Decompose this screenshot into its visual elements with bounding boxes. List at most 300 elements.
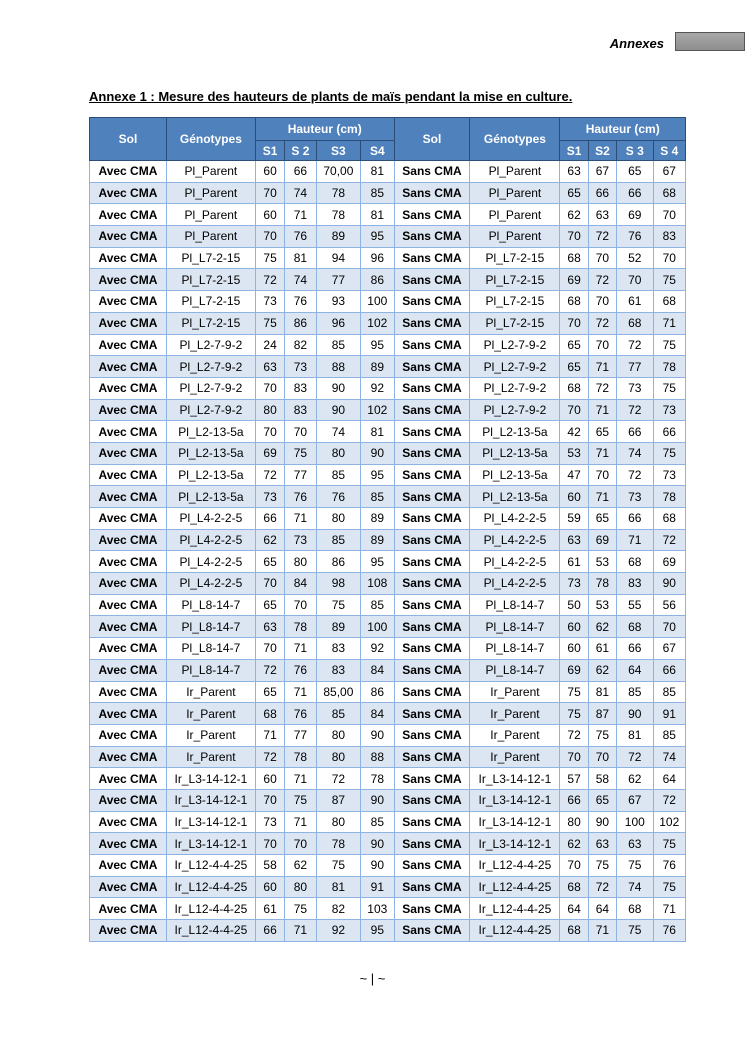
cell-genotype-left: Pl_L2-13-5a: [166, 442, 255, 464]
cell-s1-left: 70: [255, 573, 284, 595]
cell-s3-left: 75: [316, 594, 361, 616]
cell-s3-left: 86: [316, 551, 361, 573]
cell-s3-right: 52: [617, 247, 653, 269]
cell-s4-left: 90: [361, 789, 394, 811]
cell-sol-left: Avec CMA: [90, 616, 167, 638]
cell-sol-right: Sans CMA: [394, 508, 470, 530]
cell-s4-right: 70: [653, 247, 685, 269]
cell-s1-left: 75: [255, 247, 284, 269]
cell-genotype-left: Ir_Parent: [166, 703, 255, 725]
table-row: [90, 464, 686, 486]
cell-s3-right: 72: [617, 334, 653, 356]
cell-s2-left: 76: [285, 486, 316, 508]
cell-s2-right: 64: [588, 898, 616, 920]
cell-s4-left: 92: [361, 377, 394, 399]
cell-genotype-right: Pl_L8-14-7: [470, 616, 560, 638]
cell-sol-right: Sans CMA: [394, 855, 470, 877]
cell-s1-left: 69: [255, 442, 284, 464]
cell-genotype-left: Ir_L3-14-12-1: [166, 789, 255, 811]
table-row: [90, 724, 686, 746]
cell-s3-left: 77: [316, 269, 361, 291]
table-header: [90, 118, 686, 161]
cell-s4-right: 68: [653, 291, 685, 313]
cell-genotype-left: Pl_L2-7-9-2: [166, 377, 255, 399]
cell-s3-left: 94: [316, 247, 361, 269]
cell-genotype-right: Pl_L8-14-7: [470, 638, 560, 660]
cell-s2-right: 72: [588, 226, 616, 248]
cell-s3-right: 66: [617, 508, 653, 530]
cell-genotype-right: Ir_L3-14-12-1: [470, 811, 560, 833]
cell-s3-left: 85,00: [316, 681, 361, 703]
cell-genotype-right: Pl_L2-7-9-2: [470, 399, 560, 421]
cell-sol-left: Avec CMA: [90, 811, 167, 833]
cell-s2-left: 73: [285, 356, 316, 378]
table-row: [90, 161, 686, 183]
cell-genotype-left: Pl_Parent: [166, 182, 255, 204]
cell-sol-left: Avec CMA: [90, 377, 167, 399]
cell-s3-right: 73: [617, 486, 653, 508]
cell-s3-left: 96: [316, 312, 361, 334]
cell-s2-left: 62: [285, 855, 316, 877]
cell-sol-right: Sans CMA: [394, 789, 470, 811]
table-row: [90, 226, 686, 248]
cell-s2-right: 67: [588, 161, 616, 183]
cell-s3-right: 72: [617, 464, 653, 486]
cell-s4-left: 92: [361, 638, 394, 660]
cell-s2-left: 73: [285, 529, 316, 551]
cell-s1-left: 65: [255, 551, 284, 573]
cell-genotype-right: Pl_Parent: [470, 204, 560, 226]
cell-s3-right: 85: [617, 681, 653, 703]
table-row: [90, 876, 686, 898]
cell-s3-right: 69: [617, 204, 653, 226]
header-title: Annexes: [609, 36, 664, 51]
cell-s3-left: 76: [316, 486, 361, 508]
table-row: [90, 377, 686, 399]
cell-s3-right: 83: [617, 573, 653, 595]
table-row: [90, 269, 686, 291]
cell-s1-right: 70: [560, 855, 588, 877]
table-row: [90, 551, 686, 573]
table-body: [90, 161, 686, 942]
cell-sol-left: Avec CMA: [90, 833, 167, 855]
cell-sol-left: Avec CMA: [90, 204, 167, 226]
table-row: [90, 746, 686, 768]
cell-s1-right: 50: [560, 594, 588, 616]
cell-s4-left: 78: [361, 768, 394, 790]
cell-s4-left: 81: [361, 161, 394, 183]
cell-s4-left: 90: [361, 833, 394, 855]
cell-sol-left: Avec CMA: [90, 269, 167, 291]
cell-genotype-left: Pl_L2-7-9-2: [166, 356, 255, 378]
cell-s1-right: 61: [560, 551, 588, 573]
cell-sol-left: Avec CMA: [90, 898, 167, 920]
cell-s3-left: 80: [316, 724, 361, 746]
cell-sol-right: Sans CMA: [394, 291, 470, 313]
cell-s1-right: 65: [560, 334, 588, 356]
cell-s2-left: 78: [285, 616, 316, 638]
table-row: [90, 486, 686, 508]
cell-genotype-right: Pl_L2-7-9-2: [470, 334, 560, 356]
table-row: [90, 681, 686, 703]
cell-s1-right: 70: [560, 746, 588, 768]
table-row: [90, 334, 686, 356]
header-s4-right: S 4: [653, 141, 685, 161]
cell-genotype-right: Pl_Parent: [470, 226, 560, 248]
cell-s4-left: 81: [361, 421, 394, 443]
cell-s3-left: 93: [316, 291, 361, 313]
cell-genotype-left: Ir_Parent: [166, 746, 255, 768]
cell-s4-right: 66: [653, 659, 685, 681]
cell-s1-left: 60: [255, 876, 284, 898]
cell-sol-right: Sans CMA: [394, 182, 470, 204]
cell-s1-left: 70: [255, 226, 284, 248]
cell-s2-right: 62: [588, 616, 616, 638]
cell-s2-right: 53: [588, 551, 616, 573]
cell-genotype-right: Pl_L2-13-5a: [470, 442, 560, 464]
table-row: [90, 508, 686, 530]
cell-s3-right: 76: [617, 226, 653, 248]
cell-s2-left: 71: [285, 920, 316, 942]
cell-s1-left: 72: [255, 464, 284, 486]
cell-s4-right: 72: [653, 789, 685, 811]
cell-s3-left: 72: [316, 768, 361, 790]
cell-s1-right: 59: [560, 508, 588, 530]
cell-sol-right: Sans CMA: [394, 529, 470, 551]
cell-sol-left: Avec CMA: [90, 789, 167, 811]
cell-genotype-right: Pl_Parent: [470, 182, 560, 204]
cell-s3-left: 98: [316, 573, 361, 595]
cell-s1-left: 73: [255, 811, 284, 833]
table-row: [90, 616, 686, 638]
cell-s4-right: 75: [653, 876, 685, 898]
cell-s3-right: 70: [617, 269, 653, 291]
cell-s4-right: 67: [653, 161, 685, 183]
cell-s1-left: 70: [255, 377, 284, 399]
cell-sol-left: Avec CMA: [90, 291, 167, 313]
cell-s2-right: 75: [588, 724, 616, 746]
cell-s2-right: 70: [588, 334, 616, 356]
cell-sol-right: Sans CMA: [394, 464, 470, 486]
cell-s1-right: 57: [560, 768, 588, 790]
cell-sol-left: Avec CMA: [90, 703, 167, 725]
cell-sol-left: Avec CMA: [90, 486, 167, 508]
cell-s3-right: 68: [617, 616, 653, 638]
cell-s1-right: 75: [560, 703, 588, 725]
cell-s1-right: 60: [560, 638, 588, 660]
cell-s1-right: 65: [560, 356, 588, 378]
cell-s3-left: 90: [316, 377, 361, 399]
cell-s4-right: 85: [653, 681, 685, 703]
cell-sol-right: Sans CMA: [394, 226, 470, 248]
cell-s4-left: 88: [361, 746, 394, 768]
table-row: [90, 833, 686, 855]
cell-s3-right: 64: [617, 659, 653, 681]
cell-sol-left: Avec CMA: [90, 442, 167, 464]
cell-s3-right: 72: [617, 399, 653, 421]
cell-sol-right: Sans CMA: [394, 768, 470, 790]
cell-sol-right: Sans CMA: [394, 269, 470, 291]
cell-s2-left: 84: [285, 573, 316, 595]
cell-genotype-left: Pl_L8-14-7: [166, 616, 255, 638]
cell-s2-left: 66: [285, 161, 316, 183]
cell-s1-right: 80: [560, 811, 588, 833]
cell-s3-left: 90: [316, 399, 361, 421]
cell-s4-left: 95: [361, 464, 394, 486]
cell-genotype-right: Pl_L7-2-15: [470, 312, 560, 334]
cell-genotype-right: Pl_L2-7-9-2: [470, 356, 560, 378]
cell-s1-right: 53: [560, 442, 588, 464]
cell-s3-left: 81: [316, 876, 361, 898]
cell-s3-left: 83: [316, 638, 361, 660]
cell-s1-left: 70: [255, 789, 284, 811]
cell-sol-right: Sans CMA: [394, 876, 470, 898]
cell-s3-right: 65: [617, 161, 653, 183]
header-sol-left: Sol: [90, 118, 167, 161]
cell-s1-left: 65: [255, 681, 284, 703]
cell-genotype-right: Ir_L12-4-4-25: [470, 855, 560, 877]
table-row: [90, 920, 686, 942]
cell-s1-left: 66: [255, 508, 284, 530]
cell-s4-left: 86: [361, 681, 394, 703]
cell-s4-left: 81: [361, 204, 394, 226]
cell-s2-right: 72: [588, 876, 616, 898]
header-s2-left: S 2: [285, 141, 316, 161]
header-s3-right: S 3: [617, 141, 653, 161]
cell-genotype-right: Pl_L4-2-2-5: [470, 508, 560, 530]
cell-s3-left: 80: [316, 746, 361, 768]
cell-genotype-right: Ir_L3-14-12-1: [470, 789, 560, 811]
cell-s2-left: 74: [285, 182, 316, 204]
page-number: ~ | ~: [359, 971, 386, 986]
cell-sol-left: Avec CMA: [90, 551, 167, 573]
cell-s1-left: 70: [255, 182, 284, 204]
cell-s4-right: 75: [653, 833, 685, 855]
cell-s4-right: 73: [653, 399, 685, 421]
cell-sol-left: Avec CMA: [90, 768, 167, 790]
cell-s3-left: 78: [316, 204, 361, 226]
cell-sol-left: Avec CMA: [90, 182, 167, 204]
cell-sol-right: Sans CMA: [394, 681, 470, 703]
cell-sol-left: Avec CMA: [90, 529, 167, 551]
cell-s1-right: 68: [560, 920, 588, 942]
cell-s3-right: 61: [617, 291, 653, 313]
cell-s1-left: 70: [255, 833, 284, 855]
cell-s3-right: 72: [617, 746, 653, 768]
cell-sol-right: Sans CMA: [394, 573, 470, 595]
header-decoration-box: [675, 32, 745, 51]
cell-s4-right: 64: [653, 768, 685, 790]
cell-sol-left: Avec CMA: [90, 334, 167, 356]
cell-s1-right: 69: [560, 659, 588, 681]
cell-s2-left: 71: [285, 508, 316, 530]
cell-s1-right: 75: [560, 681, 588, 703]
cell-sol-right: Sans CMA: [394, 247, 470, 269]
cell-s4-right: 68: [653, 508, 685, 530]
cell-sol-right: Sans CMA: [394, 334, 470, 356]
cell-s3-left: 78: [316, 833, 361, 855]
cell-genotype-right: Pl_L4-2-2-5: [470, 573, 560, 595]
cell-genotype-left: Pl_L2-13-5a: [166, 464, 255, 486]
cell-sol-left: Avec CMA: [90, 226, 167, 248]
cell-genotype-right: Ir_L3-14-12-1: [470, 833, 560, 855]
cell-genotype-right: Ir_L12-4-4-25: [470, 920, 560, 942]
table-row: [90, 442, 686, 464]
cell-s1-left: 61: [255, 898, 284, 920]
cell-s3-left: 80: [316, 442, 361, 464]
cell-sol-left: Avec CMA: [90, 573, 167, 595]
cell-s2-left: 75: [285, 789, 316, 811]
table-row: [90, 204, 686, 226]
cell-sol-right: Sans CMA: [394, 811, 470, 833]
cell-s1-left: 63: [255, 356, 284, 378]
cell-s2-right: 71: [588, 486, 616, 508]
cell-s1-left: 60: [255, 768, 284, 790]
cell-s2-right: 70: [588, 464, 616, 486]
cell-s4-left: 102: [361, 399, 394, 421]
header-hauteur-left: Hauteur (cm): [255, 118, 394, 141]
cell-sol-right: Sans CMA: [394, 442, 470, 464]
cell-s4-right: 72: [653, 529, 685, 551]
cell-genotype-right: Ir_Parent: [470, 746, 560, 768]
cell-s4-left: 90: [361, 855, 394, 877]
cell-sol-left: Avec CMA: [90, 399, 167, 421]
cell-s3-left: 87: [316, 789, 361, 811]
cell-s1-left: 80: [255, 399, 284, 421]
cell-genotype-left: Pl_Parent: [166, 226, 255, 248]
cell-s1-left: 72: [255, 746, 284, 768]
cell-sol-right: Sans CMA: [394, 833, 470, 855]
cell-genotype-left: Pl_L7-2-15: [166, 269, 255, 291]
cell-genotype-left: Ir_L12-4-4-25: [166, 855, 255, 877]
cell-s4-left: 95: [361, 334, 394, 356]
cell-s1-right: 65: [560, 182, 588, 204]
cell-s1-right: 47: [560, 464, 588, 486]
cell-sol-left: Avec CMA: [90, 659, 167, 681]
cell-s1-right: 68: [560, 377, 588, 399]
cell-genotype-right: Pl_L2-7-9-2: [470, 377, 560, 399]
cell-s3-right: 75: [617, 920, 653, 942]
cell-s2-right: 71: [588, 442, 616, 464]
cell-s3-right: 100: [617, 811, 653, 833]
cell-genotype-left: Pl_Parent: [166, 204, 255, 226]
cell-sol-right: Sans CMA: [394, 920, 470, 942]
cell-genotype-right: Pl_L2-13-5a: [470, 464, 560, 486]
header-genotypes-right: Génotypes: [470, 118, 560, 161]
cell-genotype-right: Pl_L7-2-15: [470, 247, 560, 269]
cell-s3-right: 77: [617, 356, 653, 378]
cell-sol-left: Avec CMA: [90, 920, 167, 942]
table-row: [90, 529, 686, 551]
cell-s2-right: 63: [588, 204, 616, 226]
cell-sol-left: Avec CMA: [90, 855, 167, 877]
cell-s4-left: 108: [361, 573, 394, 595]
table-row: [90, 421, 686, 443]
cell-genotype-left: Ir_L12-4-4-25: [166, 898, 255, 920]
cell-s2-left: 82: [285, 334, 316, 356]
cell-s2-left: 71: [285, 811, 316, 833]
cell-s1-right: 64: [560, 898, 588, 920]
cell-s3-left: 89: [316, 616, 361, 638]
cell-sol-right: Sans CMA: [394, 399, 470, 421]
cell-s3-left: 89: [316, 226, 361, 248]
cell-s4-left: 90: [361, 724, 394, 746]
cell-genotype-left: Ir_L12-4-4-25: [166, 876, 255, 898]
cell-s4-left: 84: [361, 659, 394, 681]
cell-s4-right: 91: [653, 703, 685, 725]
table-row: [90, 659, 686, 681]
cell-s2-left: 76: [285, 703, 316, 725]
cell-s1-left: 58: [255, 855, 284, 877]
cell-sol-right: Sans CMA: [394, 551, 470, 573]
cell-s4-right: 75: [653, 442, 685, 464]
cell-s4-right: 73: [653, 464, 685, 486]
table-row: [90, 898, 686, 920]
cell-sol-right: Sans CMA: [394, 594, 470, 616]
cell-sol-left: Avec CMA: [90, 594, 167, 616]
cell-genotype-left: Pl_L4-2-2-5: [166, 529, 255, 551]
cell-s2-right: 71: [588, 920, 616, 942]
cell-s1-right: 62: [560, 204, 588, 226]
cell-sol-right: Sans CMA: [394, 377, 470, 399]
cell-s4-right: 68: [653, 182, 685, 204]
cell-s3-left: 80: [316, 811, 361, 833]
cell-s4-left: 89: [361, 508, 394, 530]
cell-s3-left: 74: [316, 421, 361, 443]
cell-s2-left: 75: [285, 898, 316, 920]
table-row: [90, 703, 686, 725]
table-row: [90, 789, 686, 811]
cell-s2-left: 86: [285, 312, 316, 334]
cell-genotype-right: Pl_L4-2-2-5: [470, 529, 560, 551]
cell-sol-left: Avec CMA: [90, 247, 167, 269]
cell-s2-left: 71: [285, 204, 316, 226]
cell-s4-right: 71: [653, 898, 685, 920]
table-row: [90, 399, 686, 421]
cell-s1-right: 72: [560, 724, 588, 746]
cell-s4-right: 75: [653, 377, 685, 399]
cell-s1-left: 72: [255, 659, 284, 681]
cell-sol-left: Avec CMA: [90, 746, 167, 768]
cell-sol-left: Avec CMA: [90, 356, 167, 378]
cell-s2-right: 75: [588, 855, 616, 877]
table-row: [90, 291, 686, 313]
cell-s1-left: 66: [255, 920, 284, 942]
cell-s3-right: 68: [617, 898, 653, 920]
cell-s4-left: 96: [361, 247, 394, 269]
cell-s1-right: 68: [560, 291, 588, 313]
cell-s4-right: 70: [653, 616, 685, 638]
cell-sol-right: Sans CMA: [394, 421, 470, 443]
annex-title: Annexe 1 : Mesure des hauteurs de plants de maïs pendant la mise en culture.: [89, 89, 573, 104]
cell-s4-left: 85: [361, 486, 394, 508]
cell-s2-right: 61: [588, 638, 616, 660]
cell-s3-left: 82: [316, 898, 361, 920]
cell-genotype-left: Ir_L3-14-12-1: [166, 833, 255, 855]
cell-s2-right: 81: [588, 681, 616, 703]
cell-s4-left: 89: [361, 356, 394, 378]
cell-genotype-right: Pl_L4-2-2-5: [470, 551, 560, 573]
cell-s2-right: 87: [588, 703, 616, 725]
cell-genotype-left: Pl_L4-2-2-5: [166, 508, 255, 530]
cell-s2-left: 71: [285, 638, 316, 660]
cell-genotype-left: Pl_Parent: [166, 161, 255, 183]
cell-genotype-right: Ir_L12-4-4-25: [470, 898, 560, 920]
cell-genotype-right: Ir_Parent: [470, 681, 560, 703]
cell-sol-right: Sans CMA: [394, 898, 470, 920]
cell-s4-left: 102: [361, 312, 394, 334]
cell-s2-left: 70: [285, 833, 316, 855]
